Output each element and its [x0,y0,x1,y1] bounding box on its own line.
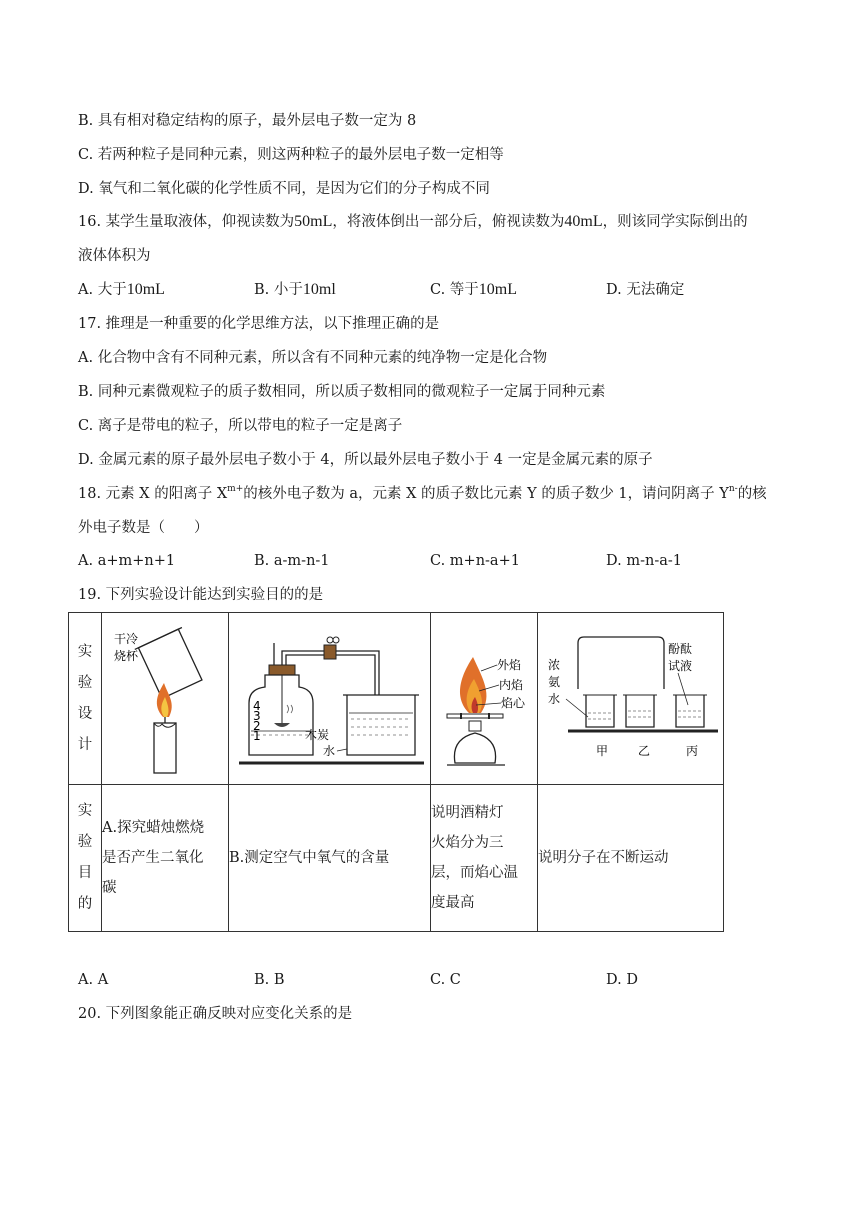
q18-option-b: B. a-m-n-1 [254,553,330,569]
q16-stem: 16. 某学生量取液体，仰视读数为50mL，将液体倒出一部分后，俯视读数为40mL，则该同学实际倒出的 [78,213,748,230]
q16-option-a: A. 大于10mL [78,281,165,298]
purpose-c: 说明酒精灯 火焰分为三 层，而焰心温 度最高 [431,785,538,932]
lamp-icon [454,733,495,763]
q19-option-b: B. B [254,972,285,988]
molecule-motion-figure [538,613,723,780]
q15-option-b: B. 具有相对稳定结构的原子，最外层电子数一定为 8 [78,113,417,129]
purpose-d: 说明分子在不断运动 [538,785,724,932]
q16-option-d: D. 无法确定 [606,282,685,298]
q19-option-a: A. A [78,972,109,988]
q16-stem-line2: 液体体积为 [78,248,151,264]
label-beaker: 烧杯 [114,649,139,663]
candle-beaker-figure [102,613,228,780]
label-dry-cold: 干冷 [114,632,139,646]
label-concentrated: 浓 [548,658,561,672]
q17-stem: 17. 推理是一种重要的化学思维方法，以下推理正确的是 [78,316,440,332]
svg-text:4: 4 [253,699,261,713]
label-charcoal: 木炭 [305,728,330,742]
experiment-table [68,612,724,932]
q19-option-d: D. D [606,972,638,988]
label-jia: 甲 [596,744,609,758]
candle-icon [154,723,176,773]
clamp-icon [324,645,336,659]
oxygen-apparatus-figure [229,613,430,780]
stopper [269,665,295,675]
label-indicator: 试液 [668,659,693,673]
beaker-bing [673,695,707,727]
q16-option-b: B. 小于10ml [254,281,336,298]
purpose-row-label: 实 验 目 的 [69,785,102,932]
purpose-a: A.探究蜡烛燃烧 是否产生二氧化 碳 [102,785,229,932]
figure-a-cell [102,613,229,785]
q18-option-d: D. m-n-a-1 [606,553,682,569]
label-flame-core: 焰心 [501,696,526,710]
design-row-label: 实 验 设 计 [69,613,102,785]
alcohol-lamp-figure [431,613,537,780]
q20-stem: 20. 下列图象能正确反映对应变化关系的是 [78,1006,353,1022]
q18-stem-line2: 外电子数是（ ） [78,520,209,536]
bell-jar [578,637,664,689]
q16-option-c: C. 等于10mL [430,281,518,298]
label-yi: 乙 [638,744,651,758]
q17-option-d: D. 金属元素的原子最外层电子数小于 4，所以最外层电子数小于 4 一定是金属元素的原子 [78,452,653,468]
figure-c-cell [431,613,538,785]
svg-text:1: 1 [253,729,261,743]
q18-option-c: C. m+n-a+1 [430,553,520,569]
label-outer-flame: 外焰 [497,658,522,672]
figure-b-cell [229,613,431,785]
q17-option-a: A. 化合物中含有不同种元素，所以含有不同种元素的纯净物一定是化合物 [78,350,548,366]
q15-option-d: D. 氧气和二氧化碳的化学性质不同，是因为它们的分子构成不同 [78,181,490,197]
q19-stem: 19. 下列实验设计能达到实验目的的是 [78,587,324,603]
purpose-b: B.测定空气中氧气的含量 [229,785,431,932]
beaker-jia [583,695,617,727]
q19-options [78,970,778,990]
label-water: 水 [323,744,336,758]
q19-option-c: C. C [430,972,461,988]
svg-text:3: 3 [253,709,261,723]
q17-option-b: B. 同种元素微观粒子的质子数相同，所以质子数相同的微观粒子一定属于同种元素 [78,384,606,400]
q18-options [78,551,778,571]
label-inner-flame: 内焰 [499,678,524,692]
q18-option-a: A. a+m+n+1 [78,553,176,569]
cold-beaker [135,627,206,700]
figure-d-cell [538,613,724,785]
svg-text:2: 2 [253,719,261,733]
label-ammonia: 氨 [548,675,561,689]
label-water-d: 水 [548,692,561,706]
q18-stem: 18. 元素 X 的阳离子 $X^{m+}$的核外电子数为 a，元素 X 的质子数比元素 Y 的质子数少 1，请问阴离子 $Y^{n-}$的核 [78,484,767,502]
q17-option-c: C. 离子是带电的粒子，所以带电的粒子一定是离子 [78,418,403,434]
q15-option-c: C. 若两种粒子是同种元素，则这两种粒子的最外层电子数一定相等 [78,147,504,163]
water-beaker [347,695,415,755]
q16-options [78,280,778,300]
label-phenolphthalein: 酚酞 [668,642,693,656]
beaker-yi [623,695,657,727]
label-bing: 丙 [686,744,699,758]
